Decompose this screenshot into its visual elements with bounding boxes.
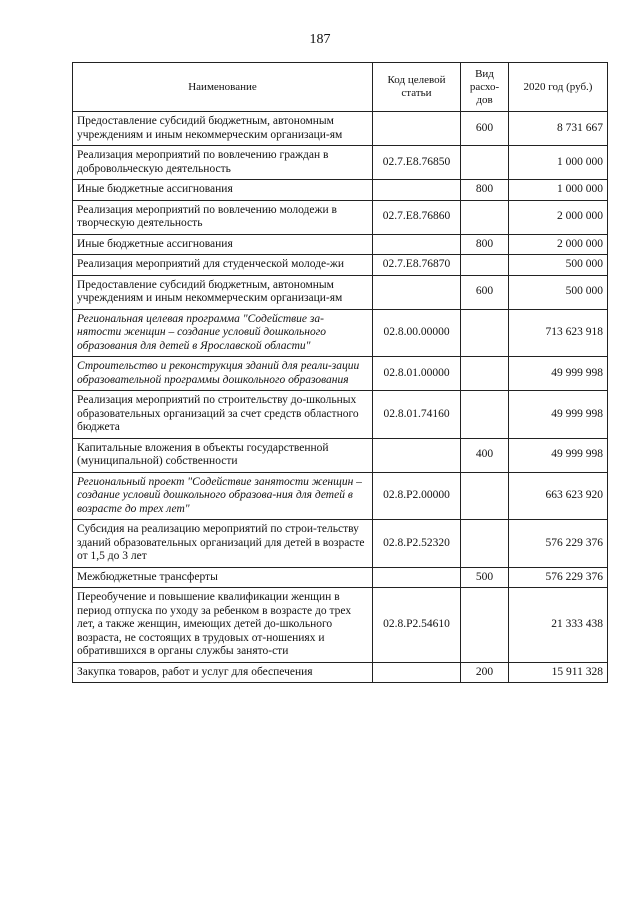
row-amount: 49 999 998 xyxy=(509,357,608,391)
table-row xyxy=(73,200,608,234)
row-type: 800 xyxy=(461,234,509,255)
budget-table xyxy=(72,62,608,683)
row-code xyxy=(373,234,461,255)
row-name: Предоставление субсидий бюджетным, автономным учреждениям и иным некоммерческим организаци-ям xyxy=(73,275,373,309)
table-row xyxy=(73,357,608,391)
row-type: 600 xyxy=(461,275,509,309)
table-row xyxy=(73,567,608,588)
row-code: 02.8.P2.52320 xyxy=(373,520,461,568)
row-amount: 49 999 998 xyxy=(509,438,608,472)
row-code: 02.8.P2.00000 xyxy=(373,472,461,520)
row-type xyxy=(461,588,509,663)
row-amount: 713 623 918 xyxy=(509,309,608,357)
table-row xyxy=(73,146,608,180)
row-type xyxy=(461,391,509,439)
row-type xyxy=(461,309,509,357)
row-type xyxy=(461,357,509,391)
table-row xyxy=(73,588,608,663)
table-row xyxy=(73,438,608,472)
row-amount: 1 000 000 xyxy=(509,180,608,201)
row-code xyxy=(373,180,461,201)
row-name: Предоставление субсидий бюджетным, автономным учреждениям и иным некоммерческим организаци-ям xyxy=(73,112,373,146)
row-name: Закупка товаров, работ и услуг для обеспечения xyxy=(73,662,373,683)
row-amount: 2 000 000 xyxy=(509,234,608,255)
row-type xyxy=(461,255,509,276)
row-type xyxy=(461,200,509,234)
row-amount: 21 333 438 xyxy=(509,588,608,663)
row-amount: 500 000 xyxy=(509,275,608,309)
table-row xyxy=(73,180,608,201)
row-name: Реализация мероприятий по вовлечению молодежи в творческую деятельность xyxy=(73,200,373,234)
table-row xyxy=(73,112,608,146)
row-amount: 663 623 920 xyxy=(509,472,608,520)
row-name: Иные бюджетные ассигнования xyxy=(73,180,373,201)
row-code: 02.7.E8.76850 xyxy=(373,146,461,180)
table-row xyxy=(73,275,608,309)
row-name: Межбюджетные трансферты xyxy=(73,567,373,588)
row-name: Реализация мероприятий по вовлечению граждан в добровольческую деятельность xyxy=(73,146,373,180)
table-row xyxy=(73,520,608,568)
page-number: 187 xyxy=(309,32,331,47)
row-code xyxy=(373,567,461,588)
row-name: Иные бюджетные ассигнования xyxy=(73,234,373,255)
row-name: Переобучение и повышение квалификации женщин в период отпуска по уходу за ребенком в возрасте до трех лет, а также женщин, имеющих детей до-школьного возраста, не состоящих в трудовых от-ношениях и обратившихся в органы службы занято-сти xyxy=(73,588,373,663)
header-code: Код целевой статьи xyxy=(373,63,461,112)
row-amount: 576 229 376 xyxy=(509,567,608,588)
row-amount: 15 911 328 xyxy=(509,662,608,683)
row-code: 02.8.00.00000 xyxy=(373,309,461,357)
row-amount: 576 229 376 xyxy=(509,520,608,568)
table-row xyxy=(73,662,608,683)
table-row xyxy=(73,234,608,255)
row-amount: 49 999 998 xyxy=(509,391,608,439)
table-row xyxy=(73,309,608,357)
row-type xyxy=(461,472,509,520)
row-name: Региональная целевая программа "Содействие за-нятости женщин – создание условий дошкольного образования для детей в Ярославской области" xyxy=(73,309,373,357)
row-code xyxy=(373,112,461,146)
row-amount: 1 000 000 xyxy=(509,146,608,180)
header-name: Наименование xyxy=(73,63,373,112)
row-code: 02.7.E8.76860 xyxy=(373,200,461,234)
row-code: 02.7.E8.76870 xyxy=(373,255,461,276)
row-type: 600 xyxy=(461,112,509,146)
row-code: 02.8.P2.54610 xyxy=(373,588,461,663)
row-code: 02.8.01.00000 xyxy=(373,357,461,391)
table-header-row xyxy=(73,63,608,112)
table-body xyxy=(73,112,608,683)
row-code: 02.8.01.74160 xyxy=(373,391,461,439)
row-code xyxy=(373,438,461,472)
row-name: Реализация мероприятий по строительству до-школьных образовательных организаций за счет средств областного бюджета xyxy=(73,391,373,439)
row-amount: 2 000 000 xyxy=(509,200,608,234)
row-type: 800 xyxy=(461,180,509,201)
row-code xyxy=(373,275,461,309)
row-name: Строительство и реконструкция зданий для реали-зации образовательной программы дошкольного образования xyxy=(73,357,373,391)
row-type: 500 xyxy=(461,567,509,588)
table-row xyxy=(73,391,608,439)
row-amount: 500 000 xyxy=(509,255,608,276)
row-type: 200 xyxy=(461,662,509,683)
row-type xyxy=(461,146,509,180)
row-name: Субсидия на реализацию мероприятий по строи-тельству зданий образовательных организаций для детей в возрасте от 1,5 до 3 лет xyxy=(73,520,373,568)
row-type: 400 xyxy=(461,438,509,472)
row-type xyxy=(461,520,509,568)
row-name: Реализация мероприятий для студенческой молоде-жи xyxy=(73,255,373,276)
row-name: Региональный проект "Содействие занятости женщин – создание условий дошкольного образова-ния для детей в возрасте до трех лет" xyxy=(73,472,373,520)
row-code xyxy=(373,662,461,683)
table-row xyxy=(73,255,608,276)
header-type: Вид расхо-дов xyxy=(461,63,509,112)
row-name: Капитальные вложения в объекты государственной (муниципальной) собственности xyxy=(73,438,373,472)
header-amount: 2020 год (руб.) xyxy=(509,63,608,112)
table-row xyxy=(73,472,608,520)
row-amount: 8 731 667 xyxy=(509,112,608,146)
